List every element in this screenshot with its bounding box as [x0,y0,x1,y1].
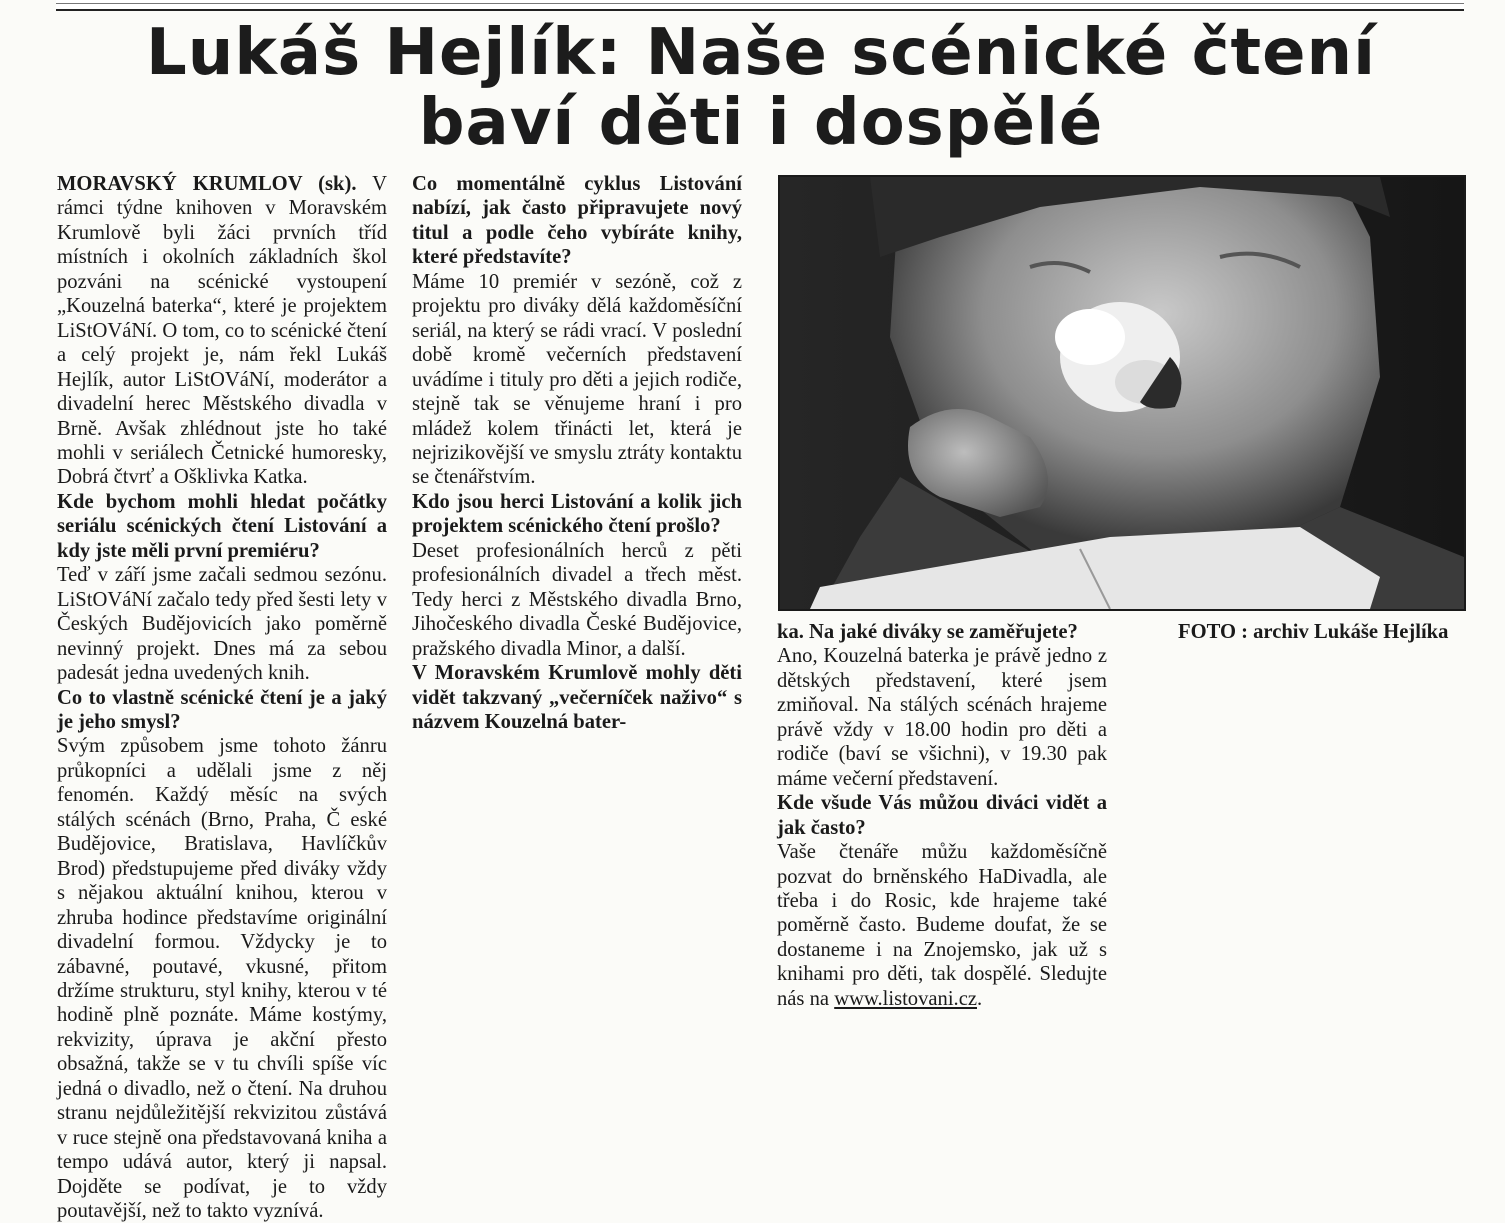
question-5-start: V Moravském Krumlově mohly děti vidět takzvaný „večerníček naživo“ s názvem Kouzelná bater- [412,662,742,733]
photo-boy-eating-icon [780,177,1464,609]
photo-caption: FOTO : archiv Lukáše Hejlíka [1178,621,1449,643]
answer-6-text: Vaše čtenáře můžu každoměsíčně pozvat do brněnského HaDivadla, ale třeba i do Rosic, kde hrajeme také poměrně často. Budeme doufat, že se dostaneme i na Znojemsko, jak už s knihami pro děti, tak dospělé. Sledujte nás na [777,841,1107,1010]
answer-4: Deset profesionálních herců z pěti profesionálních divadel a třech měst. Tedy herci z Městského divadla Brno, Jihočeského divadla České Budějovice, pražského divadla Minor, a další. [412,539,742,660]
dateline: MORAVSKÝ KRUMLOV (sk). [57,173,357,195]
column-1 [57,172,387,1223]
column-3 [777,620,1107,1011]
website-link[interactable]: www.listovani.cz [834,987,977,1010]
photo [778,175,1466,611]
question-2: Co to vlastně scénické čtení je a jaký je jeho smysl? [57,686,387,733]
intro-text: V rámci týdne knihoven v Moravském Krumlově byli žáci prvních tříd místních i okolních základních škol pozváni na scénické vystoupení „Kouzelná baterka“, které je projektem LiStOVáNí. O tom, co to scénické čtení a celý projekt je, nám řekl Lukáš Hejlík, autor LiStOVáNí, moderátor a divadelní herec Městského divadla v Brně. Avšak zhlédnout jste ho také mohli v seriálech Četnické humoresky, Dobrá čtvrť a Ošklivka Katka. [57,173,387,489]
headline-line-1: Lukáš Hejlík: Naše scénické čtení [145,16,1377,90]
question-3: Co momentálně cyklus Listování nabízí, jak často připravujete nový titul a podle čeho vybíráte knihy, které představíte? [412,173,742,269]
answer-5: Ano, Kouzelná baterka je právě jedno z dětských představení, které jsem zmiňoval. Na stálých scénách hrajeme právě vždy v 18.00 hodin pro děti a rodiče (baví se všichni), v 19.30 pak máme večerní představení. [777,645,1107,790]
column-2 [412,172,742,734]
top-rule [56,0,1464,11]
question-1: Kde bychom mohli hledat počátky seriálu scénických čtení Listování a kdy jste měli první premiéru? [57,490,387,562]
question-6: Kde všude Vás můžou diváci vidět a jak často? [777,792,1107,839]
answer-3: Máme 10 premiér v sezóně, což z projektu pro diváky dělá každoměsíční seriál, na který se rádi vrací. V poslední době kromě večerních představení uvádíme i tituly pro děti a jejich rodiče, stejně tak se věnujeme hraní i pro mládež kolem třinácti let, která je nejrizikovější ve smyslu ztráty kontaktu se čtenářstvím. [412,270,742,489]
headline-line-2: baví děti i dospělé [418,86,1104,160]
answer-1: Teď v září jsme začali sedmou sezónu. LiStOVáNí začalo tedy před šesti lety v Českých Budějovicích jako poměrně nevinný projekt. Dnes má za sebou padesát jedna uvedených knih. [57,564,387,685]
question-5-end: ka. Na jaké diváky se zaměřujete? [777,621,1078,643]
headline [56,18,1466,158]
answer-2: Svým způsobem jsme tohoto žánru průkopníci a udělali jsme z něj fenomén. Každý měsíc na svých stálých scénách (Brno, Praha, Č eské Budějovice, Bratislava, Havlíčkův Brod) předstupujeme před diváky vždy s nějakou aktuální knihou, kterou v zhruba hodince představíme originální divadelní formou. Vždycky je to zábavné, poutavé, vkusné, přitom držíme strukturu, styl knihy, kterou v té hodině plně poznáte. Máme kostýmy, rekvizity, úprava je akční přesto obsažná, takže se v tu chvíli spíše víc jedná o divadlo, než o čtení. Na druhou stranu nejdůležitější rekvizitou zůstává v ruce stejně ona představovaná kniha a tempo udává autor, který ji napsal. Dojděte se podívat, je to vždy poutavější, než to takto vyznívá. [57,735,387,1223]
intro-paragraph [57,172,387,490]
answer-6-end: . [977,987,983,1010]
answer-6 [777,840,1107,1011]
question-4: Kdo jsou herci Listování a kolik jich projektem scénického čtení prošlo? [412,490,742,538]
